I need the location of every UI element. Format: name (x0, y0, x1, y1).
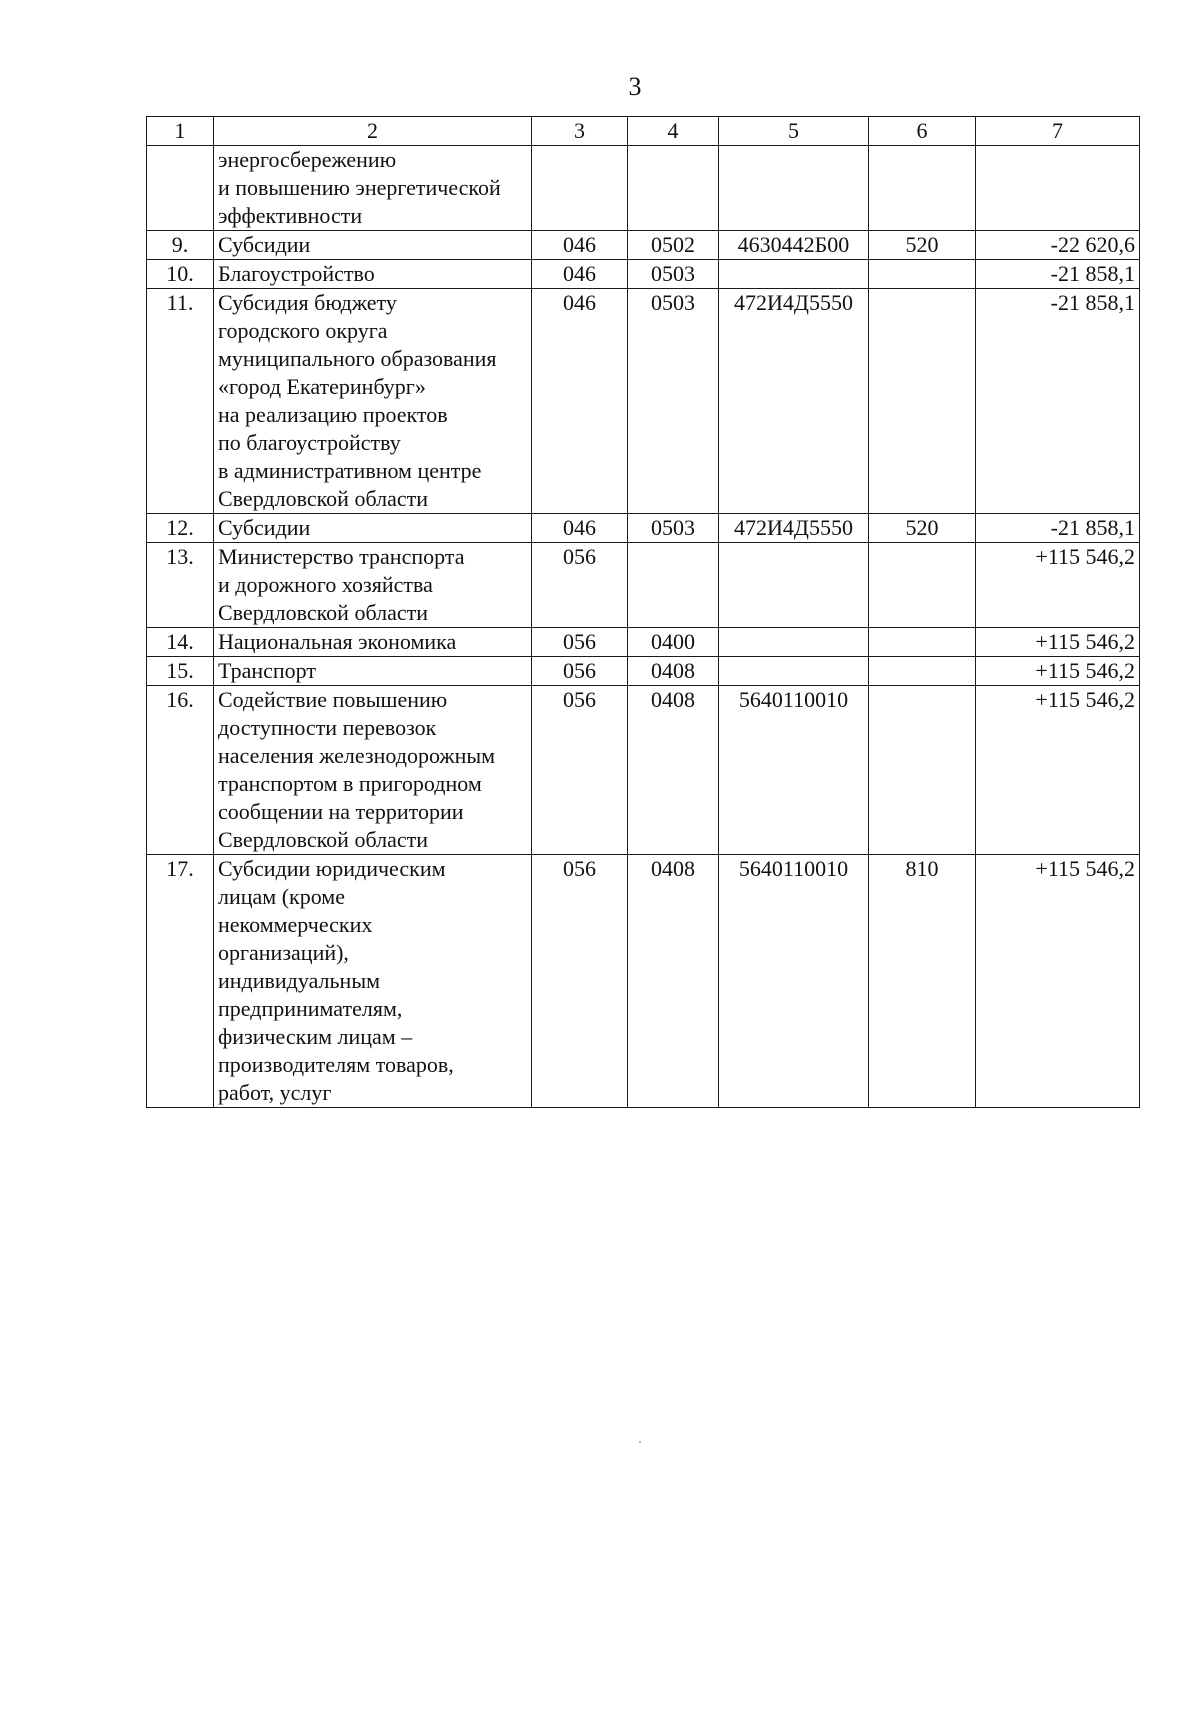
header-col-2: 2 (214, 117, 532, 146)
header-col-4: 4 (628, 117, 719, 146)
amount: +115 546,2 (976, 855, 1140, 1108)
row-number: 11. (147, 289, 214, 514)
amount: +115 546,2 (976, 657, 1140, 686)
table-header (147, 117, 1140, 146)
target-article-code: 472И4Д5550 (719, 514, 869, 543)
amount: -22 620,6 (976, 231, 1140, 260)
table-row (147, 289, 1140, 514)
section-code: 0503 (628, 289, 719, 514)
ministry-code: 046 (532, 231, 628, 260)
table-body (147, 146, 1140, 1108)
row-name: Содействие повышению доступности перевозок населения железнодорожным транспортом в пригородном сообщении на территории Свердловской области (214, 686, 532, 855)
section-code: 0502 (628, 231, 719, 260)
row-name: Министерство транспорта и дорожного хозяйства Свердловской области (214, 543, 532, 628)
ministry-code: 046 (532, 289, 628, 514)
row-number (147, 146, 214, 231)
row-number: 16. (147, 686, 214, 855)
row-name: Субсидия бюджету городского округа муниципального образования «город Екатеринбург» на реализацию проектов по благоустройству в административном центре Свердловской области (214, 289, 532, 514)
row-number: 14. (147, 628, 214, 657)
expense-type-code (869, 628, 976, 657)
ministry-code: 056 (532, 628, 628, 657)
budget-table (146, 116, 1140, 1108)
table-row (147, 628, 1140, 657)
table-row (147, 146, 1140, 231)
page-number: 3 (628, 72, 642, 101)
amount (976, 146, 1140, 231)
header-col-5: 5 (719, 117, 869, 146)
scan-speck (639, 1441, 641, 1443)
target-article-code (719, 260, 869, 289)
amount: +115 546,2 (976, 628, 1140, 657)
row-name: Благоустройство (214, 260, 532, 289)
section-code: 0408 (628, 855, 719, 1108)
expense-type-code: 520 (869, 514, 976, 543)
expense-type-code (869, 146, 976, 231)
row-name: Субсидии (214, 231, 532, 260)
expense-type-code (869, 657, 976, 686)
target-article-code: 472И4Д5550 (719, 289, 869, 514)
section-code: 0400 (628, 628, 719, 657)
table-row (147, 260, 1140, 289)
row-number: 9. (147, 231, 214, 260)
expense-type-code (869, 260, 976, 289)
ministry-code: 056 (532, 855, 628, 1108)
expense-type-code: 810 (869, 855, 976, 1108)
section-code: 0408 (628, 686, 719, 855)
ministry-code: 056 (532, 686, 628, 855)
table-row (147, 855, 1140, 1108)
header-row (147, 117, 1140, 146)
target-article-code: 4630442Б00 (719, 231, 869, 260)
header-col-3: 3 (532, 117, 628, 146)
target-article-code (719, 146, 869, 231)
amount: +115 546,2 (976, 686, 1140, 855)
expense-type-code (869, 289, 976, 514)
section-code: 0503 (628, 260, 719, 289)
amount: +115 546,2 (976, 543, 1140, 628)
header-col-6: 6 (869, 117, 976, 146)
target-article-code (719, 543, 869, 628)
section-code (628, 543, 719, 628)
amount: -21 858,1 (976, 289, 1140, 514)
amount: -21 858,1 (976, 514, 1140, 543)
row-name: Субсидии юридическим лицам (кроме некоммерческих организаций), индивидуальным предпринимателям, физическим лицам – производителям товаров, работ, услуг (214, 855, 532, 1108)
target-article-code: 5640110010 (719, 686, 869, 855)
target-article-code: 5640110010 (719, 855, 869, 1108)
table-row (147, 514, 1140, 543)
section-code: 0503 (628, 514, 719, 543)
section-code (628, 146, 719, 231)
target-article-code (719, 657, 869, 686)
row-number: 12. (147, 514, 214, 543)
amount: -21 858,1 (976, 260, 1140, 289)
row-number: 15. (147, 657, 214, 686)
row-name: энергосбережению и повышению энергетической эффективности (214, 146, 532, 231)
row-name: Транспорт (214, 657, 532, 686)
ministry-code (532, 146, 628, 231)
ministry-code: 056 (532, 543, 628, 628)
expense-type-code: 520 (869, 231, 976, 260)
expense-type-code (869, 543, 976, 628)
ministry-code: 056 (532, 657, 628, 686)
row-number: 13. (147, 543, 214, 628)
ministry-code: 046 (532, 514, 628, 543)
table-row (147, 543, 1140, 628)
target-article-code (719, 628, 869, 657)
header-col-7: 7 (976, 117, 1140, 146)
row-name: Национальная экономика (214, 628, 532, 657)
row-number: 17. (147, 855, 214, 1108)
ministry-code: 046 (532, 260, 628, 289)
expense-type-code (869, 686, 976, 855)
row-number: 10. (147, 260, 214, 289)
header-col-1: 1 (147, 117, 214, 146)
table-row (147, 231, 1140, 260)
table-row (147, 686, 1140, 855)
section-code: 0408 (628, 657, 719, 686)
table-row (147, 657, 1140, 686)
row-name: Субсидии (214, 514, 532, 543)
